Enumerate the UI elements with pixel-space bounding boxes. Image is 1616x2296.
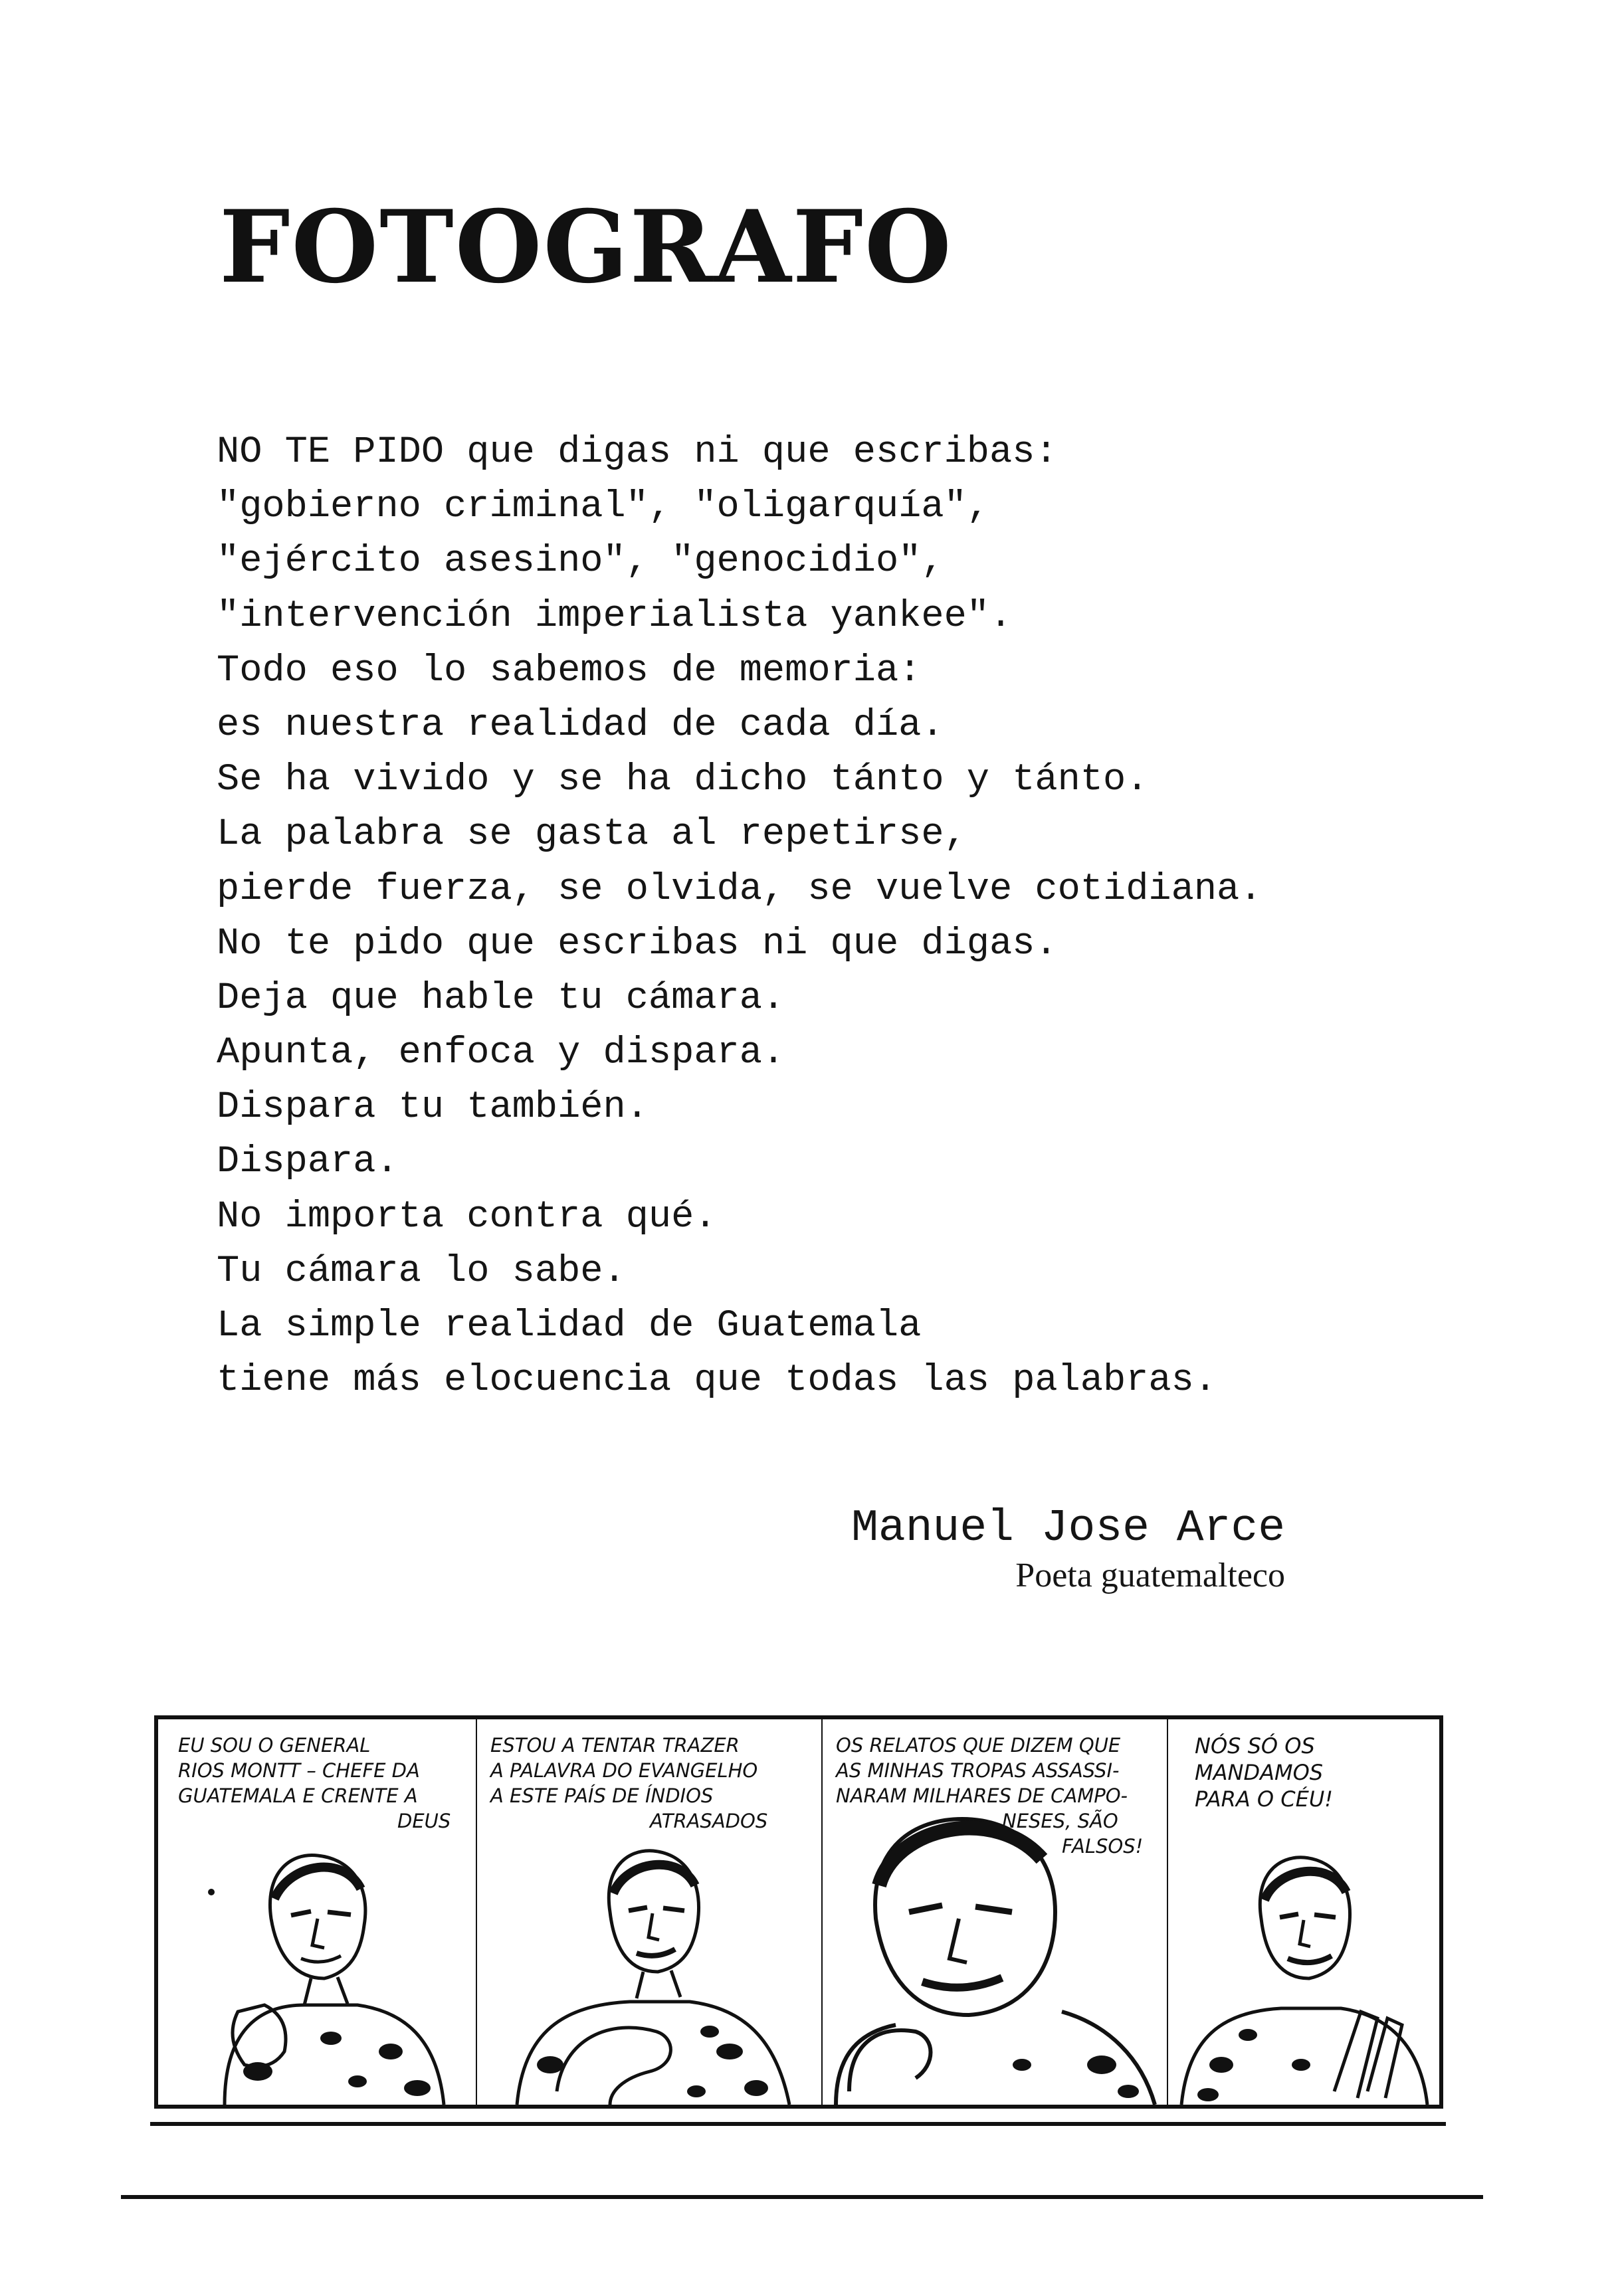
poem-line: No te pido que escribas ni que digas.: [217, 922, 1058, 965]
speech-line: A PALAVRA DO EVANGELHO: [490, 1759, 758, 1782]
poem-line: "gobierno criminal", "oligarquía",: [217, 486, 989, 529]
poem-line: No importa contra qué.: [217, 1195, 717, 1238]
comic-strip: [154, 1715, 1443, 2109]
poem-line: NO TE PIDO que digas ni que escribas:: [217, 431, 1058, 474]
comic-panel-3: [823, 1719, 1168, 2105]
panel-divider: [1167, 1719, 1168, 2105]
horizontal-rule: [150, 2122, 1446, 2126]
poem-line: es nuestra realidad de cada día.: [217, 704, 944, 747]
speech-line: A ESTE PAÍS DE ÍNDIOS: [490, 1784, 714, 1807]
general-figure-illustration: [158, 1719, 477, 2105]
speech-line: NÓS SÓ OS: [1195, 1733, 1315, 1759]
poem-line: Tu cámara lo sabe.: [217, 1250, 626, 1293]
poem-line: pierde fuerza, se olvida, se vuelve cotidiana.: [217, 868, 1262, 911]
page-title: FOTOGRAFO: [219, 189, 953, 306]
author-name: Manuel Jose Arce: [851, 1503, 1285, 1554]
poem-line: La palabra se gasta al repetirse,: [217, 813, 967, 856]
speech-line: EU SOU O GENERAL: [178, 1734, 371, 1757]
speech-line: ATRASADOS: [650, 1810, 768, 1832]
general-figure-illustration: [477, 1719, 823, 2105]
speech-line: GUATEMALA E CRENTE A: [178, 1784, 418, 1807]
general-figure-illustration: [823, 1719, 1168, 2105]
panel-divider: [821, 1719, 823, 2105]
poem-line: Todo eso lo sabemos de memoria:: [217, 649, 922, 692]
speech-line: MANDAMOS: [1195, 1760, 1324, 1785]
horizontal-rule: [121, 2195, 1483, 2199]
panel-divider: [476, 1719, 477, 2105]
speech-line: OS RELATOS QUE DIZEM QUE: [836, 1734, 1121, 1757]
speech-line: AS MINHAS TROPAS ASSASSI-: [836, 1759, 1120, 1782]
poem-line: Se ha vivido y se ha dicho tánto y tánto.: [217, 759, 1149, 802]
speech-line: DEUS: [397, 1810, 451, 1832]
speech-line: ESTOU A TENTAR TRAZER: [490, 1734, 740, 1757]
general-figure-illustration: [1168, 1719, 1439, 2105]
poem-line: La simple realidad de Guatemala: [217, 1305, 922, 1347]
speech-line: NARAM MILHARES DE CAMPO-: [836, 1784, 1128, 1807]
comic-panel-1: [158, 1719, 477, 2105]
speech-line: RIOS MONTT – CHEFE DA: [178, 1759, 420, 1782]
poem: [217, 425, 1262, 1408]
speech-line: NESES, SÃO: [1002, 1810, 1118, 1832]
poem-line: "intervención imperialista yankee".: [217, 595, 1013, 638]
poem-line: "ejército asesino", "genocidio",: [217, 540, 944, 583]
poem-line: Apunta, enfoca y dispara.: [217, 1032, 785, 1075]
comic-panel-4: [1168, 1719, 1439, 2105]
author-role: Poeta guatemalteco: [1015, 1557, 1285, 1594]
poem-line: Deja que hable tu cámara.: [217, 977, 785, 1020]
speech-line: FALSOS!: [1062, 1835, 1144, 1858]
poem-line: tiene más elocuencia que todas las palabras.: [217, 1359, 1217, 1402]
speech-line: PARA O CÉU!: [1195, 1786, 1334, 1812]
comic-panel-2: [477, 1719, 823, 2105]
poem-line: Dispara tu también.: [217, 1086, 649, 1129]
poem-line: Dispara.: [217, 1141, 399, 1184]
